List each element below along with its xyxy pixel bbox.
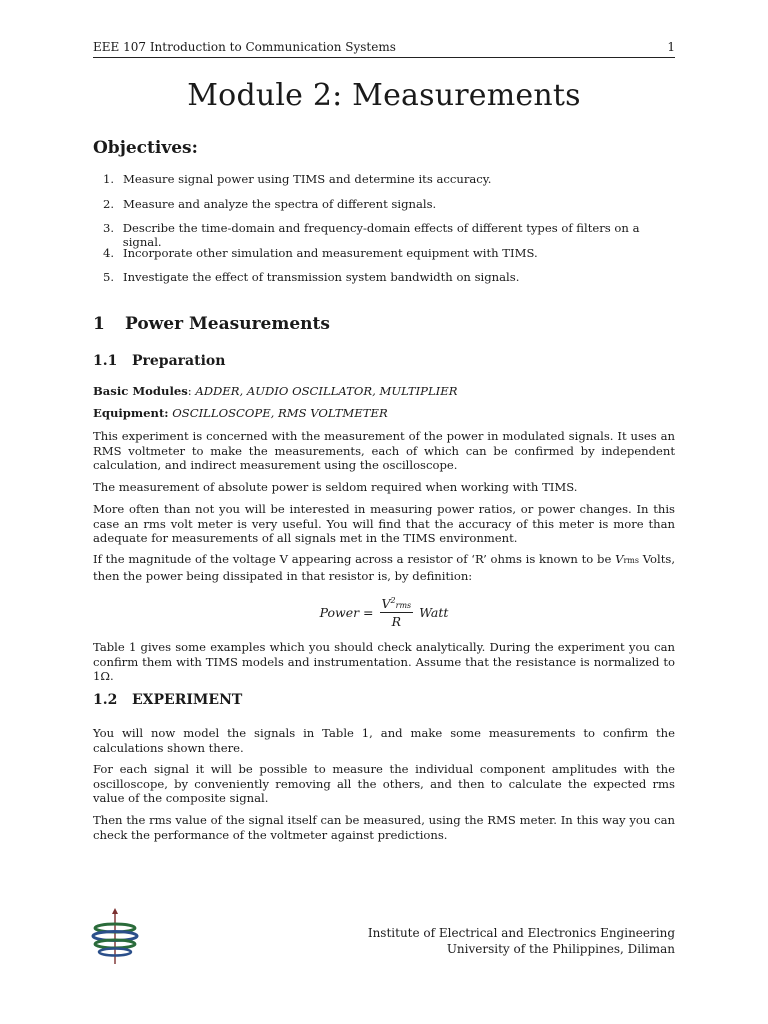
course-title: EEE 107 Introduction to Communication Systems (93, 40, 396, 54)
subsection-heading-experiment: 1.2 EXPERIMENT (93, 692, 243, 708)
running-header (93, 40, 675, 54)
paragraph: Then the rms value of the signal itself can be measured, using the RMS meter. In this way you can check the performance of the voltmeter against predictions. (93, 813, 675, 842)
power-equation: Power = $\frac{V^2rms}{R}$ Watt (319, 596, 449, 630)
ieee-institute-logo-icon (90, 908, 140, 966)
objective-item: 4. Incorporate other simulation and measurement equipment with TIMS. (103, 245, 538, 260)
objectives-heading: Objectives: (93, 138, 198, 158)
module-title: Module 2: Measurements (187, 78, 581, 113)
equipment-line: Equipment: OSCILLOSCOPE, RMS VOLTMETER (93, 406, 388, 420)
section-heading-power-measurements: 1 Power Measurements (93, 314, 330, 334)
equation-fraction: $\frac{V^2rms}{R}$ (381, 596, 412, 630)
paragraph: You will now model the signals in Table 1, and make some measurements to confirm the calculations shown there. (93, 726, 675, 755)
header-rule (93, 57, 675, 58)
objective-item: 3. Describe the time-domain and frequency-domain effects of different types of filters on a signal. (103, 221, 640, 249)
institution-footer (368, 925, 675, 957)
paragraph: This experiment is concerned with the measurement of the power in modulated signals. It uses an RMS voltmeter to make the measurements, each of which can be confirmed by independent calculation, and indirect measurement using the oscilloscope. (93, 429, 675, 473)
paragraph: The measurement of absolute power is seldom required when working with TIMS. (93, 480, 578, 494)
objective-item: 1. Measure signal power using TIMS and determine its accuracy. (103, 172, 492, 186)
basic-modules-line: Basic Modules: ADDER, AUDIO OSCILLATOR, MULTIPLIER (93, 384, 458, 398)
objective-item: 2. Measure and analyze the spectra of different signals. (103, 196, 437, 211)
page-number: 1 (667, 40, 675, 54)
paragraph: More often than not you will be interested in measuring power ratios, or power changes. In this case an rms volt meter is very useful. You will find that the accuracy of this meter is more than adequate for measurements of all signals met in the TIMS environment. (93, 502, 675, 546)
subsection-heading-preparation: 1.1 Preparation (93, 353, 226, 369)
footer-line: Institute of Electrical and Electronics Engineering (367, 926, 675, 940)
paragraph: If the magnitude of the voltage V appearing across a resistor of ‘R’ ohms is known to be Vrms Volts, then the power being dissipated in that resistor is, by definition: (93, 552, 676, 583)
objectives-list (103, 172, 675, 295)
objective-item: 5. Investigate the effect of transmission system bandwidth on signals. (103, 270, 520, 284)
footer-line: University of the Philippines, Diliman (446, 942, 675, 956)
paragraph: Table 1 gives some examples which you should check analytically. During the experiment you can confirm them with TIMS models and instrumentation. Assume that the resistance is normalized to 1Ω. (93, 640, 675, 684)
paper-page (93, 0, 675, 1024)
paragraph: For each signal it will be possible to measure the individual component amplitudes with the oscilloscope, by conveniently removing all the others, and then to calculate the expected rms value of the composite signal. (93, 762, 675, 806)
